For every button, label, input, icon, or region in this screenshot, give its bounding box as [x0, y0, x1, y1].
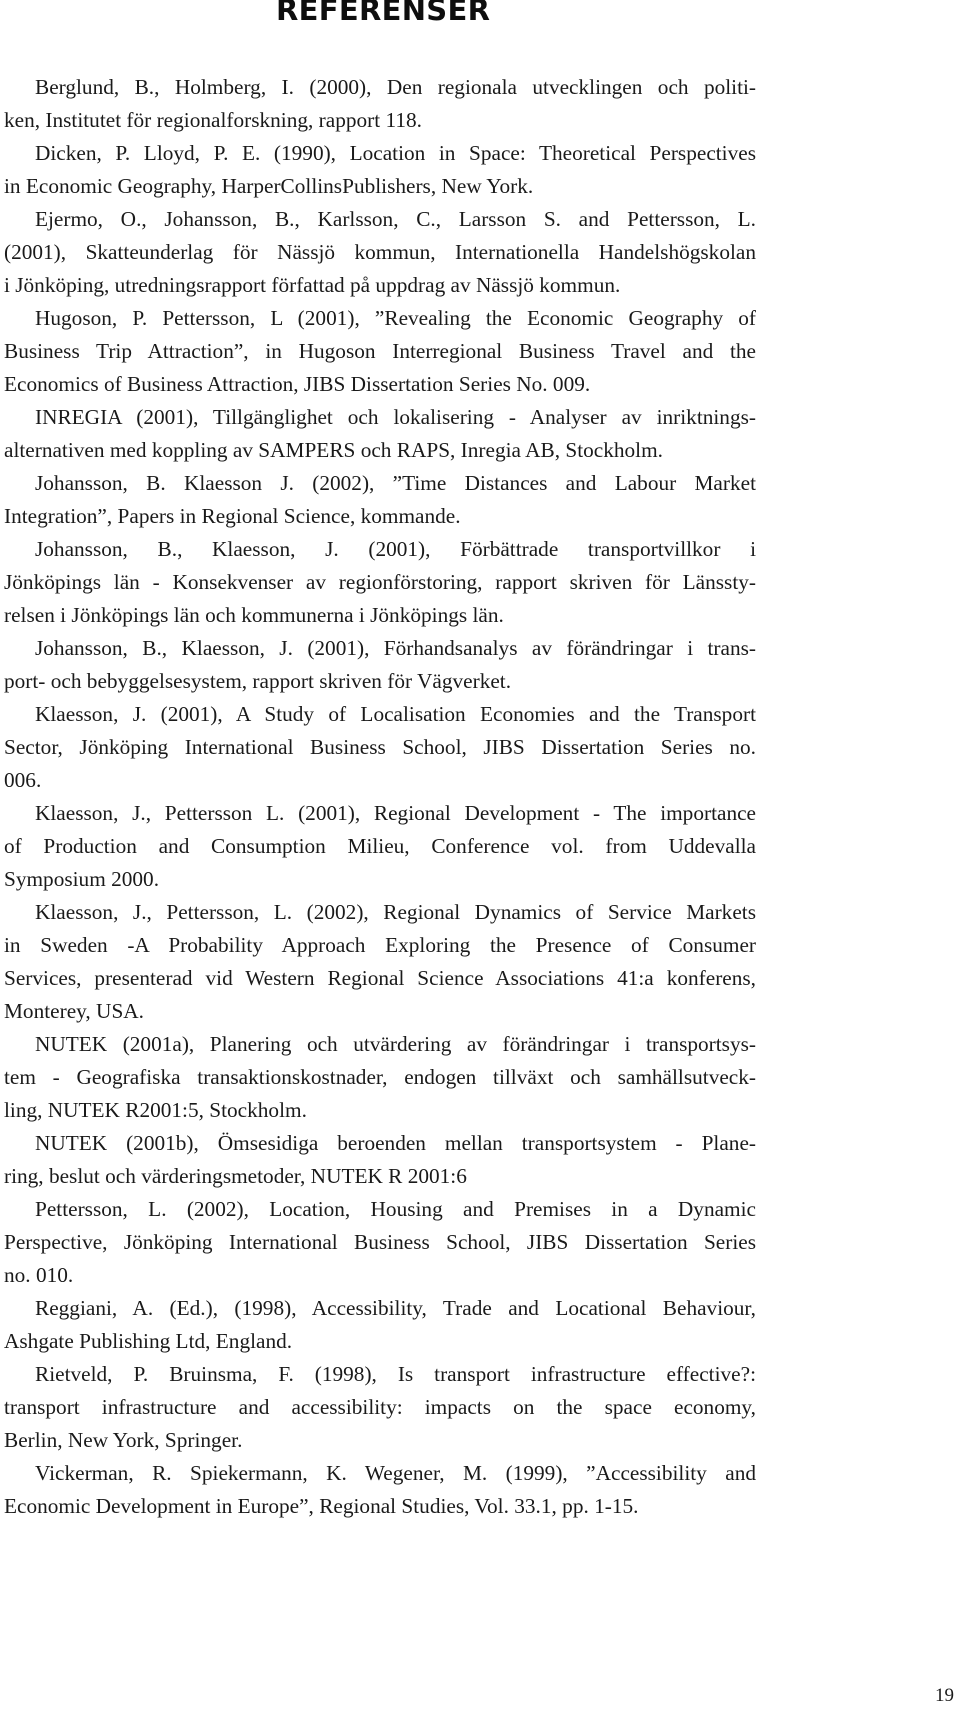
- reference-line: Berglund, B., Holmberg, I. (2000), Den regionala utvecklingen och politi-: [35, 75, 756, 99]
- reference-entry: [4, 71, 756, 137]
- reference-entry: [4, 302, 756, 401]
- reference-line: ring, beslut och värderingsmetoder, NUTEK R 2001:6: [4, 1164, 467, 1188]
- reference-line: Services, presenterad vid Western Regional Science Associations 41:a konferens,: [4, 966, 756, 990]
- reference-line: tem - Geografiska transaktionskostnader, endogen tillväxt och samhällsutveck-: [4, 1065, 756, 1089]
- reference-entry: [4, 1127, 756, 1193]
- reference-line: ken, Institutet för regionalforskning, rapport 118.: [4, 108, 422, 132]
- reference-line: Perspective, Jönköping International Business School, JIBS Dissertation Series: [4, 1230, 756, 1254]
- reference-entry: [4, 1292, 756, 1358]
- reference-entry: [4, 401, 756, 467]
- reference-entry: [4, 1193, 756, 1292]
- reference-line: in Sweden -A Probability Approach Exploring the Presence of Consumer: [4, 933, 756, 957]
- reference-line: Hugoson, P. Pettersson, L (2001), ”Revealing the Economic Geography of: [35, 306, 756, 330]
- reference-line: Klaesson, J., Pettersson L. (2001), Regional Development - The importance: [35, 801, 756, 825]
- page-number: 19: [935, 1685, 954, 1706]
- reference-line: alternativen med koppling av SAMPERS och RAPS, Inregia AB, Stockholm.: [4, 438, 663, 462]
- reference-line: Johansson, B. Klaesson J. (2002), ”Time Distances and Labour Market: [35, 471, 756, 495]
- reference-line: transport infrastructure and accessibility: impacts on the space economy,: [4, 1395, 756, 1419]
- reference-line: Economics of Business Attraction, JIBS Dissertation Series No. 009.: [4, 372, 591, 396]
- reference-list: [4, 71, 756, 1523]
- reference-line: INREGIA (2001), Tillgänglighet och lokalisering - Analyser av inriktnings-: [35, 405, 756, 429]
- reference-line: (2001), Skatteunderlag för Nässjö kommun, Internationella Handelshögskolan: [4, 240, 756, 264]
- reference-entry: [4, 632, 756, 698]
- reference-line: Dicken, P. Lloyd, P. E. (1990), Location in Space: Theoretical Perspectives: [35, 141, 756, 165]
- reference-line: Johansson, B., Klaesson, J. (2001), Förhandsanalys av förändringar i trans-: [35, 636, 756, 660]
- reference-entry: [4, 1028, 756, 1127]
- reference-line: 006.: [4, 768, 42, 792]
- reference-line: Vickerman, R. Spiekermann, K. Wegener, M. (1999), ”Accessibility and: [35, 1461, 756, 1485]
- reference-line: NUTEK (2001b), Ömsesidiga beroenden mellan transportsystem - Plane-: [35, 1131, 756, 1155]
- reference-line: port- och bebyggelsesystem, rapport skriven för Vägverket.: [4, 669, 512, 693]
- reference-entry: [4, 467, 756, 533]
- reference-line: in Economic Geography, HarperCollinsPublishers, New York.: [4, 174, 534, 198]
- reference-entry: [4, 1358, 756, 1457]
- reference-line: of Production and Consumption Milieu, Conference vol. from Uddevalla: [4, 834, 756, 858]
- reference-line: Klaesson, J. (2001), A Study of Localisation Economies and the Transport: [35, 702, 756, 726]
- reference-line: Ejermo, O., Johansson, B., Karlsson, C., Larsson S. and Pettersson, L.: [35, 207, 756, 231]
- reference-line: no. 010.: [4, 1263, 74, 1287]
- reference-line: Business Trip Attraction”, in Hugoson Interregional Business Travel and the: [4, 339, 756, 363]
- reference-entry: [4, 1457, 756, 1523]
- reference-entry: [4, 533, 756, 632]
- reference-entry: [4, 203, 756, 302]
- reference-entry: [4, 698, 756, 797]
- reference-line: Sector, Jönköping International Business School, JIBS Dissertation Series no.: [4, 735, 756, 759]
- reference-line: Economic Development in Europe”, Regional Studies, Vol. 33.1, pp. 1-15.: [4, 1494, 639, 1518]
- reference-line: Johansson, B., Klaesson, J. (2001), Förbättrade transportvillkor i: [35, 537, 756, 561]
- reference-line: Symposium 2000.: [4, 867, 160, 891]
- reference-line: Jönköpings län - Konsekvenser av regionförstoring, rapport skriven för Länssty-: [4, 570, 756, 594]
- reference-line: Rietveld, P. Bruinsma, F. (1998), Is transport infrastructure effective?:: [35, 1362, 756, 1386]
- reference-line: Ashgate Publishing Ltd, England.: [4, 1329, 293, 1353]
- reference-entry: [4, 797, 756, 896]
- reference-line: Berlin, New York, Springer.: [4, 1428, 243, 1452]
- reference-entry: [4, 896, 756, 1028]
- reference-line: ling, NUTEK R2001:5, Stockholm.: [4, 1098, 307, 1122]
- reference-line: relsen i Jönköpings län och kommunerna i Jönköpings län.: [4, 603, 504, 627]
- reference-line: Klaesson, J., Pettersson, L. (2002), Regional Dynamics of Service Markets: [35, 900, 756, 924]
- reference-line: NUTEK (2001a), Planering och utvärdering av förändringar i transportsys-: [35, 1032, 756, 1056]
- page-heading: REFERENSER: [276, 0, 491, 27]
- reference-line: i Jönköping, utredningsrapport författad på uppdrag av Nässjö kommun.: [4, 273, 621, 297]
- reference-line: Integration”, Papers in Regional Science, kommande.: [4, 504, 461, 528]
- reference-entry: [4, 137, 756, 203]
- reference-line: Reggiani, A. (Ed.), (1998), Accessibility, Trade and Locational Behaviour,: [35, 1296, 756, 1320]
- reference-line: Pettersson, L. (2002), Location, Housing and Premises in a Dynamic: [35, 1197, 756, 1221]
- reference-line: Monterey, USA.: [4, 999, 144, 1023]
